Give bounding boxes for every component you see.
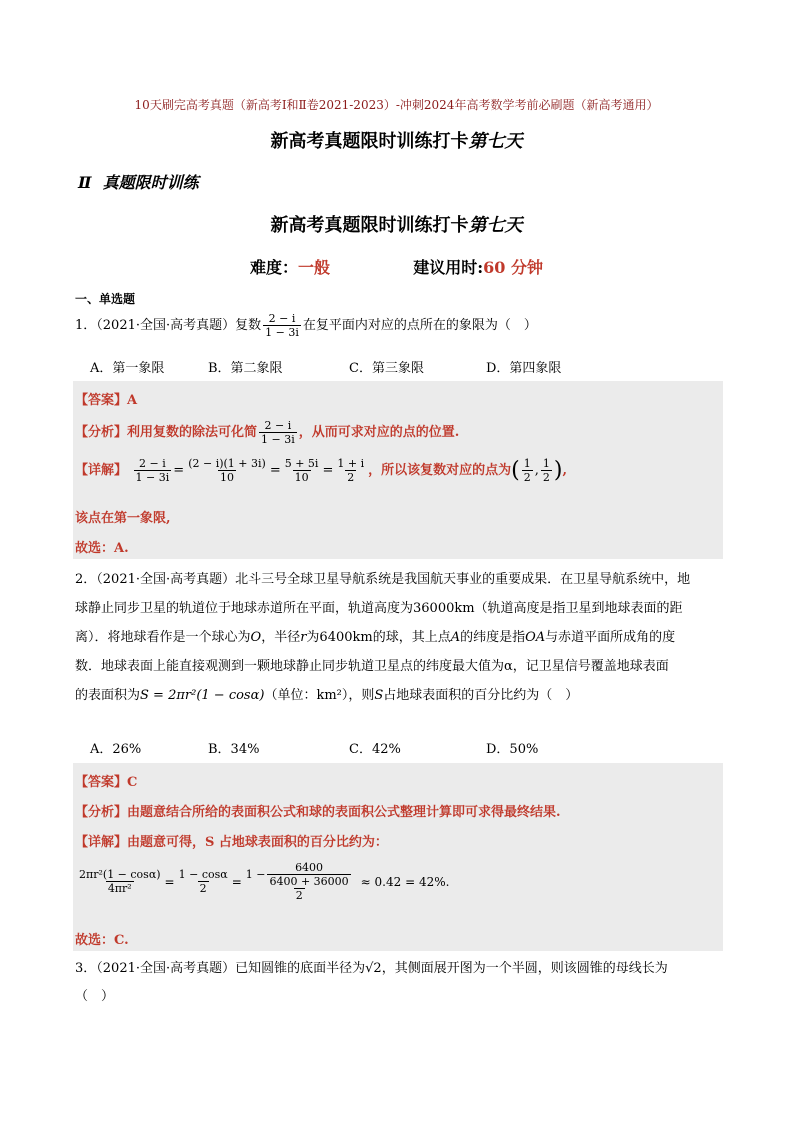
q2-detail: 【详解】由题意可得，S 占地球表面积的百分比约为： (75, 835, 388, 850)
q2-line1: 2．（2021·全国·高考真题）北斗三号全球卫星导航系统是我国航天事业的重要成果．在卫星导航系统中，地 (75, 572, 691, 587)
q2-line2: 球静止同步卫星的轨道位于地球赤道所在平面，轨道高度为36000km（轨道高度是指卫星到地球表面的距 (75, 601, 683, 616)
q1-options (90, 357, 710, 376)
page-title (0, 127, 793, 153)
q2-options (90, 738, 710, 757)
difficulty-line (0, 255, 793, 278)
q1-prefix: 1．（2021·全国·高考真题）复数 (75, 318, 262, 333)
subtitle-italic: 第七天 (468, 215, 523, 236)
q1-stem (75, 312, 725, 340)
q2-formula: $\frac{\text{2πr²(1 − cosα)}}{\text{4πr²}}$ = $\frac{1 - \cos\alpha}{2}$ = 1 − $\frac{6400}{6400 + 36000}$ 2 ≈ 0.42 = 42% . (79, 861, 450, 902)
q1-detail-line2: 该点在第一象限, (75, 511, 171, 526)
q1-option-a: A．第一象限 (90, 361, 165, 376)
q2-line4: 数．地球表面上能直接观测到一颗地球静止同步轨道卫星点的纬度最大值为α，记卫星信号覆盖地球表面 (75, 659, 669, 674)
q2-option-c: C．42% (349, 742, 401, 757)
q1-answer-box (73, 381, 723, 559)
q1-option-b: B．第二象限 (208, 361, 283, 376)
title-main: 新高考真题限时训练打卡 (270, 131, 469, 152)
q2-line3: 离）．将地球看作是一个球心为O，半径r为6400km的球，其上点A的纬度是指OA与赤道平面所成角的度 (75, 630, 676, 645)
q2-option-d: D．50% (486, 742, 539, 757)
q2-line5: 的表面积为S = 2πr²(1 − cosα)（单位：km²），则S占地球表面积的百分比约为（ ） (75, 688, 579, 703)
section-heading (78, 170, 199, 193)
q1-fraction: $\frac{2 - i}{1 - 3i}$ (265, 312, 299, 339)
part-heading: 一、单选题 (75, 292, 136, 306)
q1-answer: 【答案】A (75, 393, 138, 408)
q1-option-d: D．第四象限 (486, 361, 562, 376)
q2-option-a: A．26% (90, 742, 142, 757)
q2-answer-box (73, 763, 723, 951)
q2-result: ≈ 0.42 = 42% (360, 874, 446, 889)
q2-answer: 【答案】C (75, 775, 138, 790)
q1-detail: 【详解】 $\frac{2 - i}{1 - 3i}$ = $\frac{(2 - i)(1 + 3i)}{10}$ = $\frac{5 + 5i}{10}$ = $\frac{1 + i}{2}$ ，所以该复数对应的点为( $\frac{1}{2}$ , $\frac{1}{2}$ ), (75, 457, 567, 484)
document-header: 10天刷完高考真题（新高考Ⅰ和Ⅱ卷2021-2023）-冲刺2024年高考数学考前必刷题（新高考通用） (134, 98, 659, 112)
q1-choose: 故选：A. (75, 541, 129, 556)
q1-suffix: 在复平面内对应的点所在的象限为（ ） (302, 318, 537, 333)
q3-stem (75, 955, 725, 1011)
page-subtitle (0, 211, 793, 237)
q1-option-c: C．第三象限 (349, 361, 424, 376)
section-label: 真题限时训练 (102, 173, 199, 192)
q3-line1: 3．（2021·全国·高考真题）已知圆锥的底面半径为√2，其侧面展开图为一个半圆，则该圆锥的母线长为 (75, 961, 668, 976)
time-value: 60 分钟 (483, 258, 543, 277)
q2-stem (75, 565, 725, 710)
time-label: 建议用时: (413, 258, 484, 277)
q3-line2: （ ） (75, 989, 115, 1004)
section-roman: Ⅱ (78, 173, 92, 192)
q2-analysis: 【分析】由题意结合所给的表面积公式和球的表面积公式整理计算即可求得最终结果. (75, 805, 561, 820)
title-italic: 第七天 (468, 131, 523, 152)
difficulty-value: 一般 (298, 258, 331, 277)
difficulty-label: 难度： (250, 258, 299, 277)
q2-option-b: B．34% (208, 742, 260, 757)
q1-analysis: 【分析】利用复数的除法可化简 $\frac{2 - i}{1 - 3i}$ ，从而可求对应的点的位置. (75, 419, 460, 446)
subtitle-main: 新高考真题限时训练打卡 (270, 215, 469, 236)
q2-choose: 故选：C. (75, 933, 129, 948)
